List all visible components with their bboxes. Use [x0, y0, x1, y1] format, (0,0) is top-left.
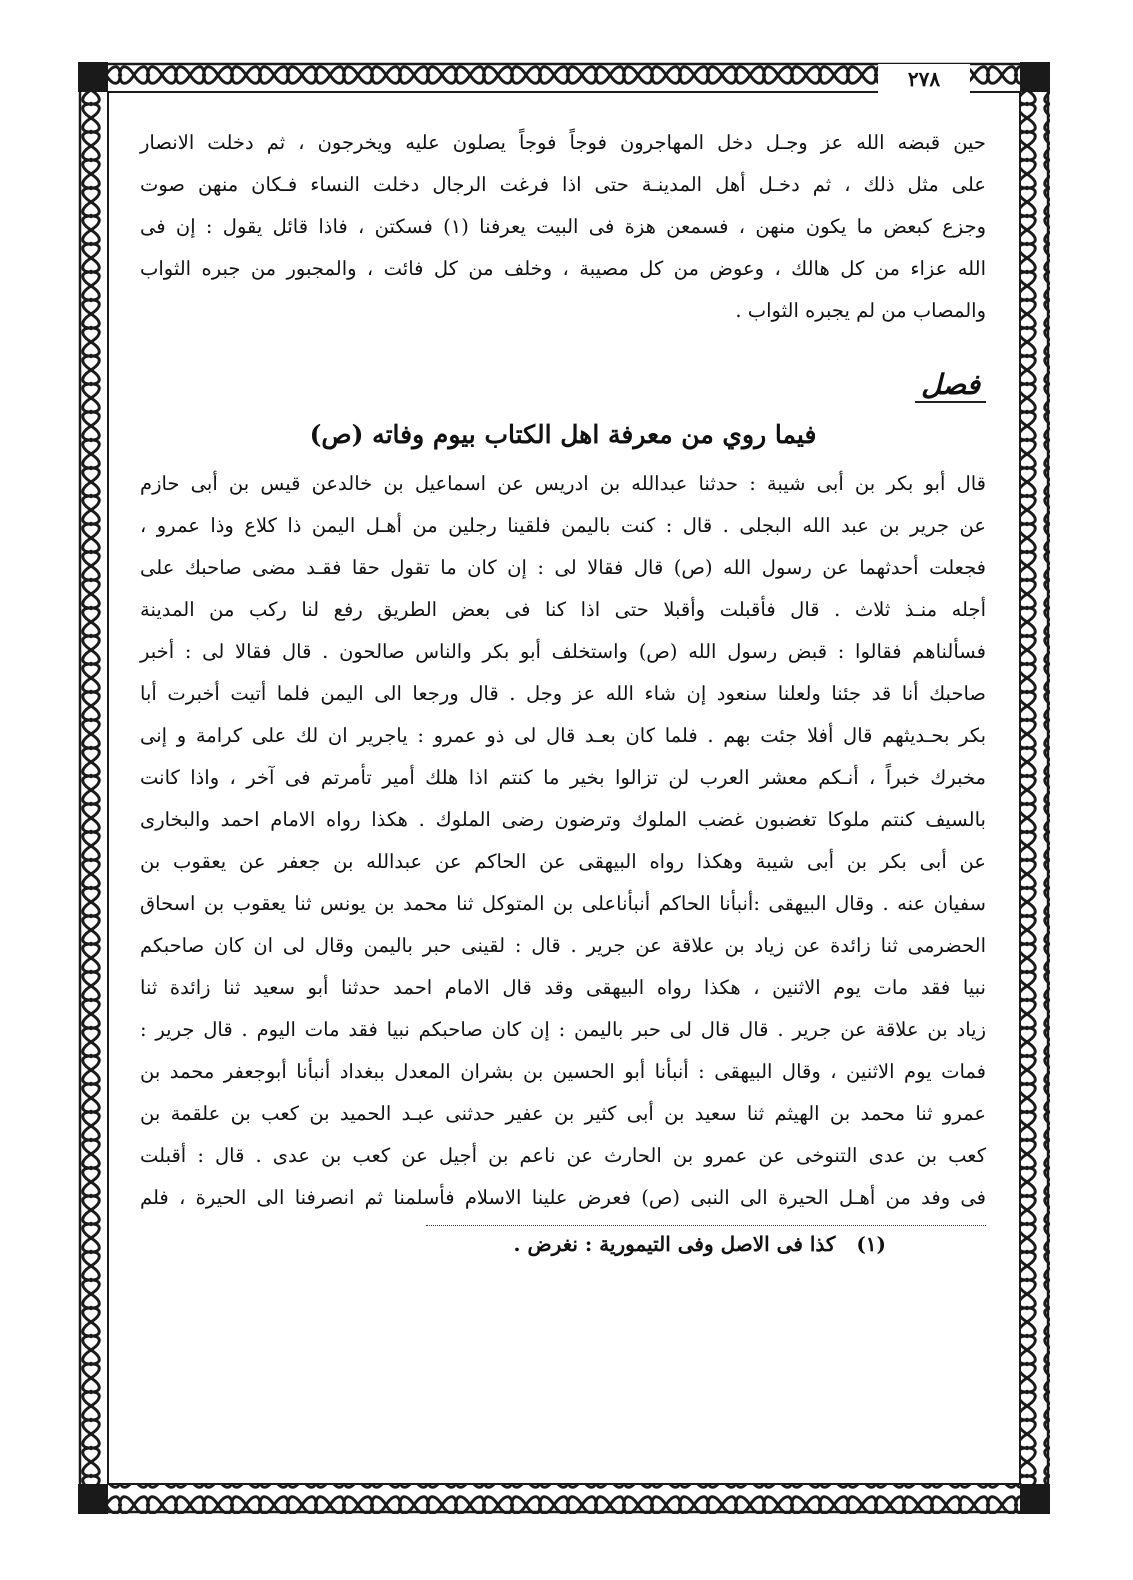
text-line: عن جرير بن عبد الله البجلى . قال : كنت باليمن فلقينا رجلين من أهـل اليمن ذا كلاع وذا عمرو ،: [140, 514, 987, 537]
section-heading: [140, 368, 986, 418]
text-line: عمرو ثنا محمد بن الهيثم ثنا سعيد بن أبى كثير بن عفير حدثنى عبـد الحميد بن كعب بن علقمة بن: [140, 1102, 986, 1125]
footnote-marker: (١): [856, 1232, 886, 1256]
footnote: [140, 1226, 986, 1262]
text-line: على مثل ذلك ، ثم دخـل أهل المدينـة حتى اذا فرغت الرجال دخلت النساء فـكان منهن صوت: [140, 173, 986, 196]
text-line: وجزع كبعض ما يكون منهن ، فسمعن هزة فى البيت يعرفنا (١) فسكتن ، فاذا قائل يقول : إن فى: [140, 215, 986, 238]
section-label: فصل: [915, 368, 986, 403]
text-line: أجله منـذ ثلاث . قال فأقبلت وأقبلا حتى اذا كنا فى بعض الطريق رفع لنا ركب من المدينة: [140, 598, 986, 621]
page-number: ٢٧٨: [878, 64, 970, 94]
text-line: الله عزاء من كل هالك ، وعوض من كل مصيبة ، وخلف من كل فائت ، والمجبور من جبره الثواب: [140, 257, 986, 280]
text-line: والمصاب من لم يجبره الثواب .: [735, 299, 986, 322]
text-line: بالسيف كنتم ملوكا تغضبون غضب الملوك وترضون رضى الملوك . هكذا رواه الامام احمد والبخارى: [140, 808, 986, 831]
text-line: عن أبى بكر بن أبى شيبة وهكذا رواه البيهقى عن الحاكم عن عبدالله بن جعفر عن يعقوب بن: [140, 850, 986, 873]
text-line: كعب بن عدى التنوخى عن عمرو بن الحارث عن ناعم بن أجيل عن كعب بن عدى . قال : أقبلت: [140, 1144, 986, 1167]
text-line: صاحبك أنا قد جئنا ولعلنا سنعود إن شاء الله عز وجل . قال ورجعا الى اليمن فلما أتيت أخبرت أبا: [140, 682, 986, 705]
text-line: فسألناهم فقالوا : قبض رسول الله (ص) واستخلف أبو بكر والناس صالحون . قال فقالا لى : أخبر: [140, 640, 986, 663]
text-line: مخبرك خبراً ، أنـكم معشر العرب لن تزالوا بخير ما كنتم اذا هلك أمير تأمرتم فى آخر ، واذا كانت: [140, 766, 986, 789]
text-line: فى وفد من أهـل الحيرة الى النبى (ص) فعرض علينا الاسلام فأسلمنا ثم انصرفنا الى الحيرة ، فلم: [140, 1186, 986, 1209]
text-line: فجعلت أحدثهما عن رسول الله (ص) قال فقالا لى : إن كان ما تقول حقا فقـد مضى صاحبك على: [140, 556, 986, 579]
text-line: حين قبضه الله عز وجـل دخل المهاجرون فوجاً فوجاً يصلون عليه ويخرجون ، ثم دخلت الانصار: [140, 131, 986, 154]
page-content: [140, 122, 986, 1262]
text-line: بكر بحـديثهم قال أفلا جئت بهم . فلما كان بعـد قال لى ذو عمرو : ياجرير ان لك على كرامة و إنى: [140, 724, 986, 747]
paragraph-2: [140, 463, 986, 1219]
footnote-text: كذا فى الاصل وفى التيمورية : نغرض .: [513, 1232, 836, 1256]
chapter-title: فيما روي من معرفة اهل الكتاب بيوم وفاته (ص): [309, 420, 817, 449]
text-line: زياد بن علاقة عن جرير . قال قال لى حبر باليمن : إن كان صاحبكم نبيا فقد مات اليوم . قال جرير :: [140, 1018, 986, 1041]
text-line: الحضرمى ثنا زائدة عن زياد بن علاقة عن جرير . قال : لقينى حبر باليمن وقال لى ان كان صاحبكم: [140, 934, 986, 957]
text-line: قال أبو بكر بن أبى شيبة : حدثنا عبدالله بن ادريس عن اسماعيل بن خالدعن قيس بن أبى حازم: [140, 472, 986, 495]
text-line: سفيان عنه . وقال البيهقى :أنبأنا الحاكم أنبأناعلى بن المتوكل ثنا محمد بن يونس ثنا يعقوب بن اسحاق: [140, 892, 986, 915]
paragraph-1: [140, 122, 986, 332]
text-line: نبيا فقد مات يوم الاثنين ، هكذا رواه البيهقى وقد قال الامام احمد حدثنا أبو سعيد ثنا زائدة ثنا: [140, 976, 986, 999]
text-line: فمات يوم الاثنين ، وقال البيهقى : أنبأنا أبو الحسين بن بشران المعدل ببغداد أنبأنا أبوجعفر محمد بن: [140, 1060, 986, 1083]
